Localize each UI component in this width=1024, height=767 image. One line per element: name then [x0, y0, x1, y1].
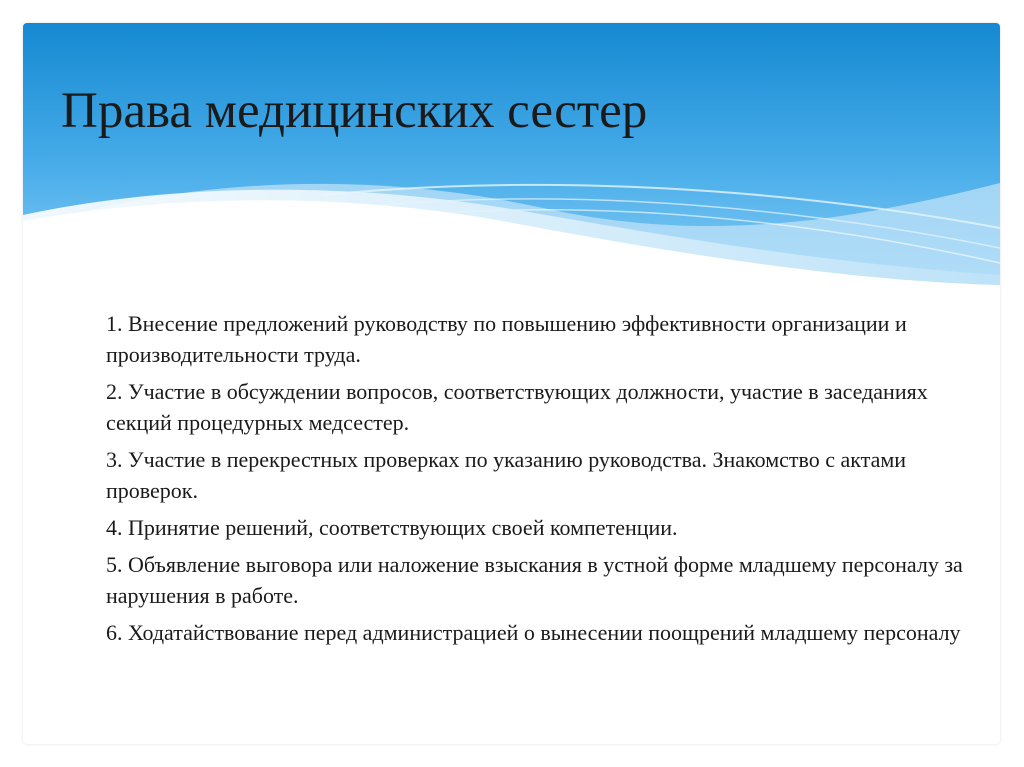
list-item: 4. Принятие решений, соответствующих своей компетенции. [106, 515, 678, 540]
list-item: 1. Внесение предложений руководству по повышению эффективности организации и производительности труда. [106, 311, 907, 367]
rights-list [106, 308, 966, 654]
list-item: 3. Участие в перекрестных проверках по указанию руководства. Знакомство с актами проверок. [106, 447, 907, 503]
wave-header-background [23, 23, 1000, 293]
list-item: 5. Объявление выговора или наложение взыскания в устной форме младшему персоналу за нарушения в работе. [106, 552, 963, 608]
list-item: 2. Участие в обсуждении вопросов, соответствующих должности, участие в заседаниях секций процедурных медсестер. [106, 379, 928, 435]
slide-title: Права медицинских сестер [61, 83, 648, 139]
slide [23, 23, 1000, 744]
list-item: 6. Ходатайствование перед администрацией о вынесении поощрений младшему персоналу [106, 620, 961, 645]
